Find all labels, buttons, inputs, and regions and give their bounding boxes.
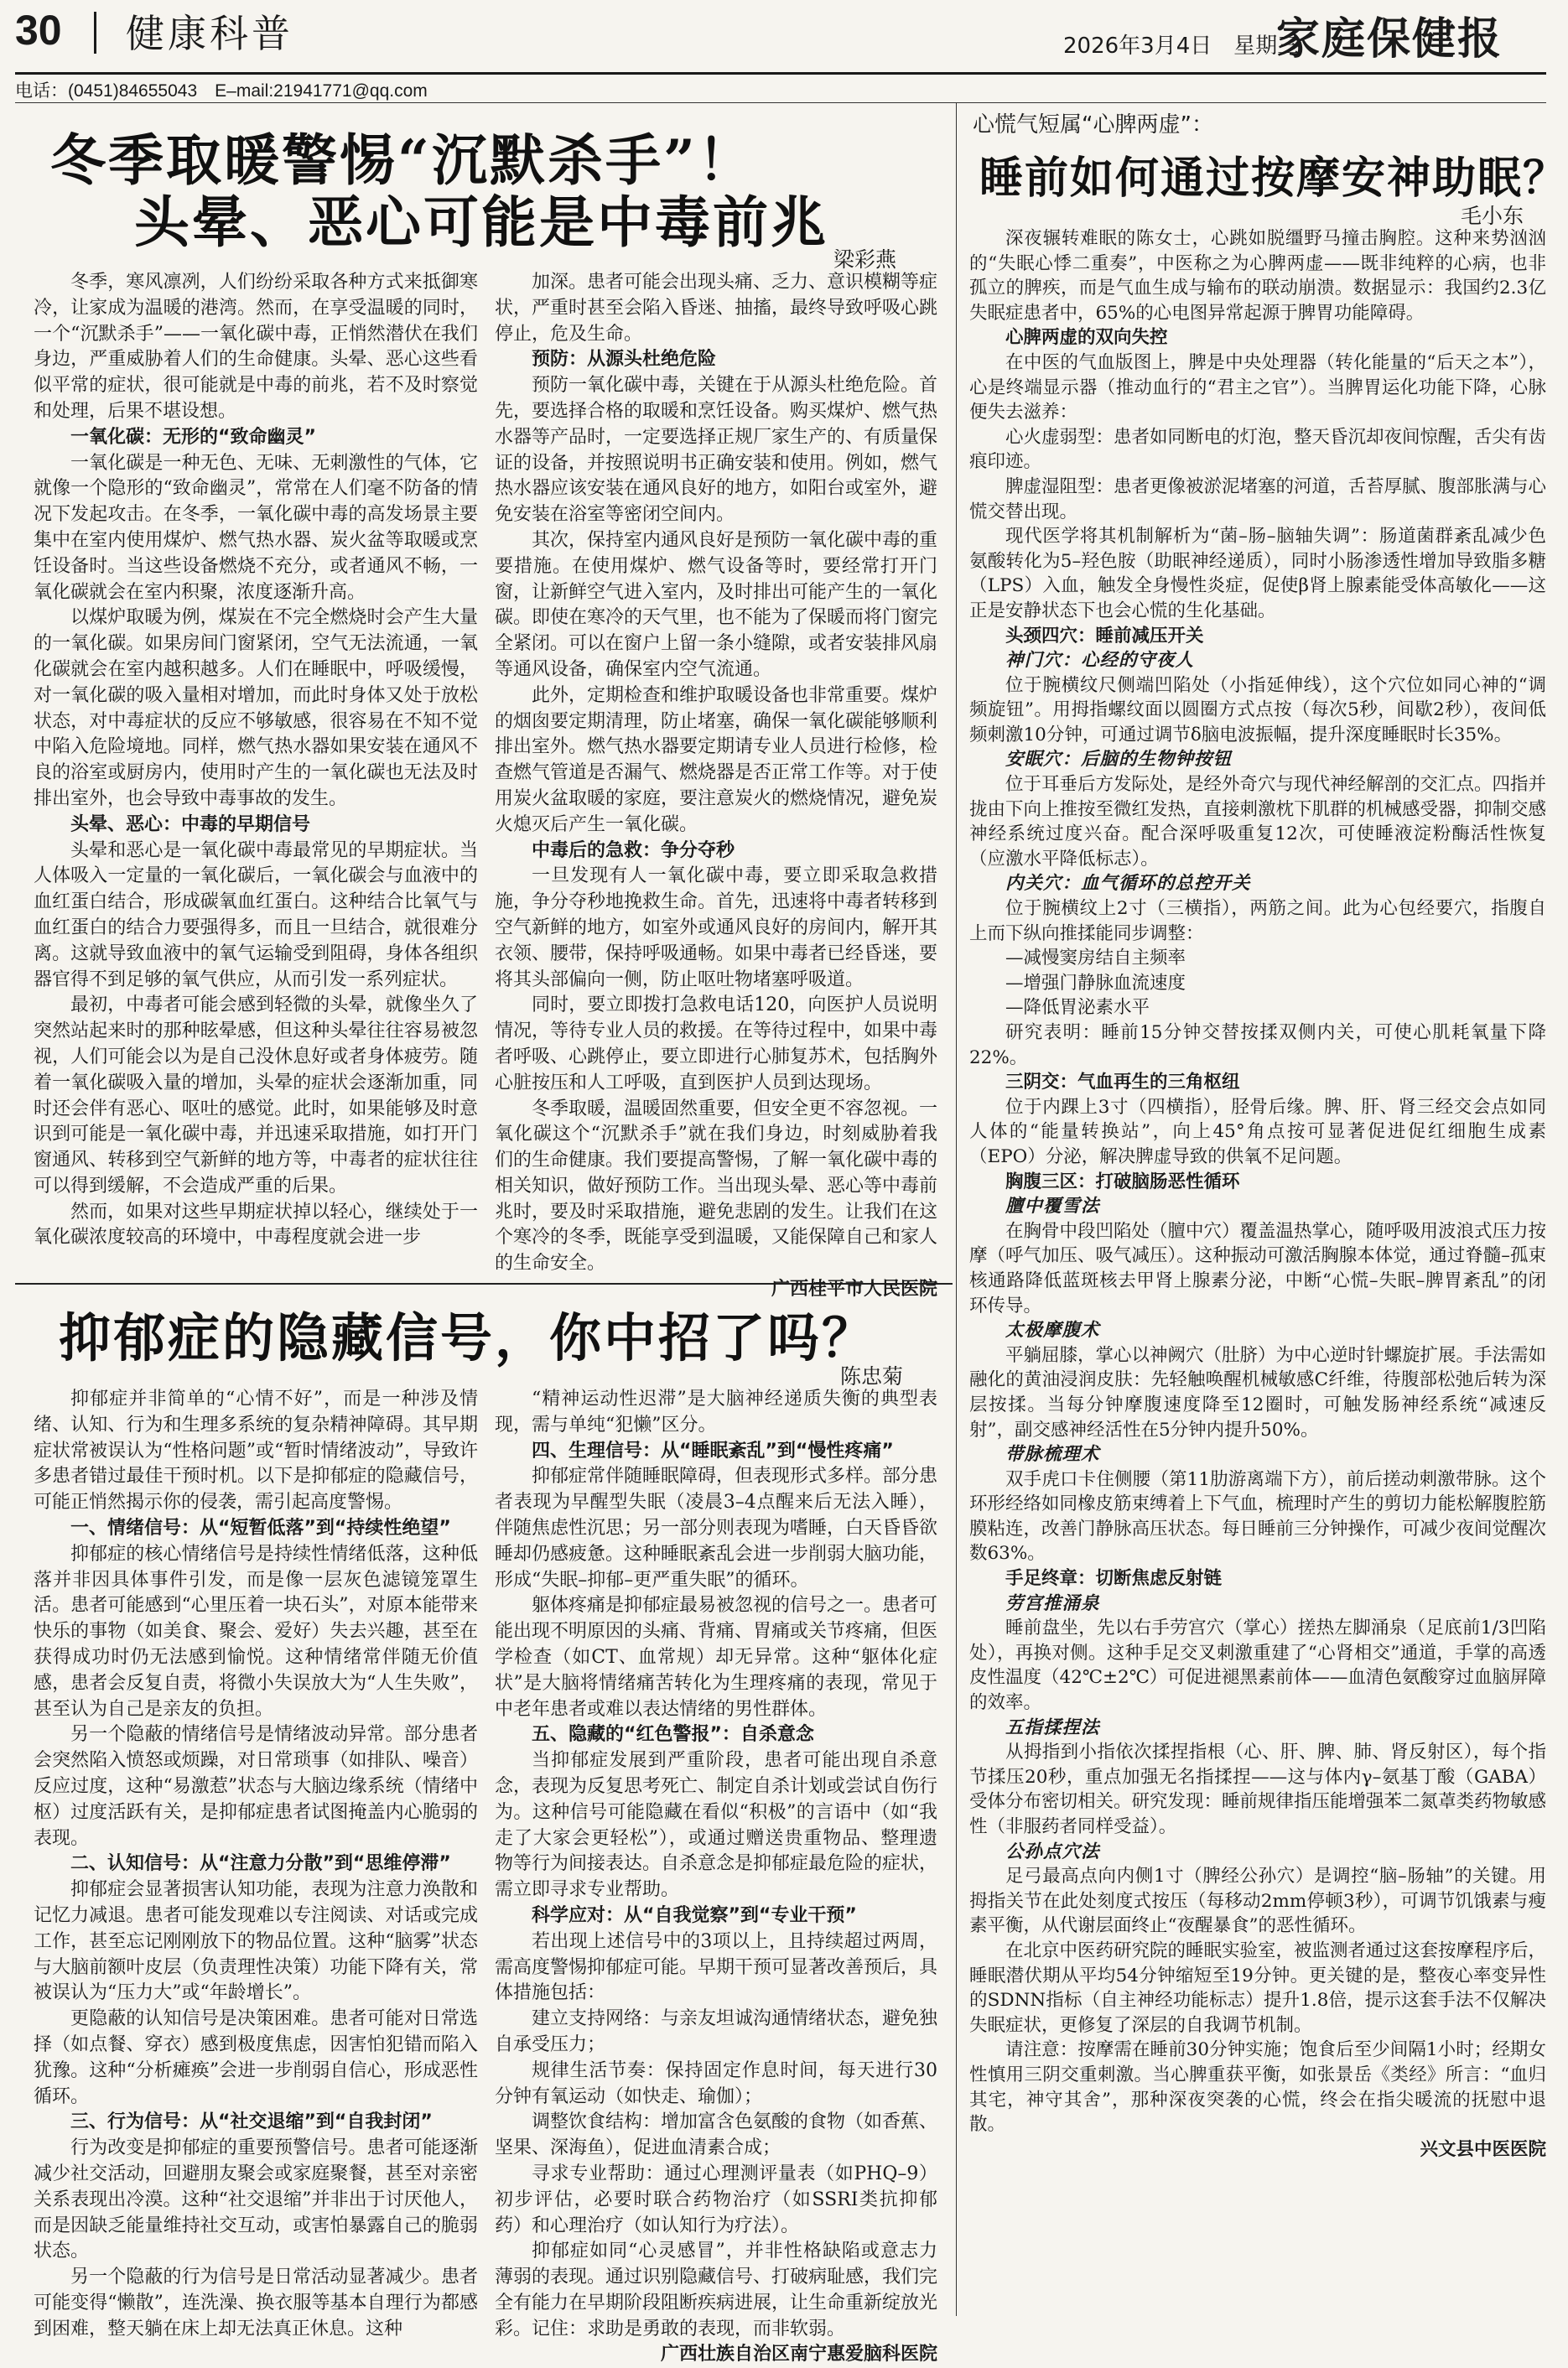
paragraph: 若出现上述信号中的3项以上，且持续超过两周，需高度警惕抑郁症可能。早期干预可显著改善预后，具体措施包括： (495, 1930, 938, 2004)
source-hospital: 广西壮族自治区南宁惠爱脑科医院 (660, 2344, 937, 2365)
paragraph: 然而，如果对这些早期症状掉以轻心，继续处于一氧化碳浓度较高的环境中，中毒程度就会进一步 (34, 1201, 478, 1249)
section-title: 健康科普 (126, 11, 293, 56)
article1-column-2 (495, 270, 938, 1301)
subheading: 心脾两虚的双向失控 (1005, 327, 1168, 349)
article3-author: 毛小东 (1461, 204, 1524, 228)
paragraph: “精神运动性迟滞”是大脑神经递质失衡的典型表现，需与单纯“犯懒”区分。 (495, 1389, 937, 1436)
paragraph: 从拇指到小指依次揉捏指根（心、肝、脾、肺、肾反射区），每个指节揉压20秒，重点加强无名指揉捏——这与体内γ–氨基丁酸（GABA）受体分布密切相关。研究发现：睡前规律指压能增强苯二氮䓬类药物敏感性（非服药者同样受益）。 (969, 1742, 1547, 1837)
article2-column-2 (495, 1387, 938, 2365)
paragraph: 抑郁症并非简单的“心情不好”，而是一种涉及情绪、认知、行为和生理多系统的复杂精神障碍。其早期症状常被误认为“性格问题”或“暂时情绪波动”，导致许多患者错过最佳干预时机。以下是抑郁症的隐藏信号，可能正悄然揭示你的侵袭，需引起高度警惕。 (34, 1389, 478, 1514)
paragraph: 在北京中医药研究院的睡眠实验室，被监测者通过这套按摩程序后，睡眠潜伏期从平均54分钟缩短至19分钟。更关键的是，整夜心率变异性的SDNN指标（自主神经功能标志）提升1.8倍，提示这套手法不仅解决失眠症状，更修复了深层的自我调节机制。 (969, 1940, 1547, 2036)
paragraph: 抑郁症如同“心灵感冒”，并非性格缺陷或意志力薄弱的表现。通过识别隐藏信号、打破病耻感，我们完全有能力在早期阶段阻断疾病进展，让生命重新绽放光彩。记住：求助是勇敢的表现，而非软弱。 (495, 2241, 938, 2339)
subheading: 三阴交：气血再生的三角枢纽 (1005, 1072, 1240, 1093)
subheading: 头晕、恶心：中毒的早期信号 (70, 813, 311, 835)
column-divider (956, 102, 957, 2316)
article2-column-1 (34, 1387, 478, 2339)
subheading: 五指揉捏法 (1005, 1716, 1100, 1738)
paragraph: 规律生活节奏：保持固定作息时间，每天进行30分钟有氧运动（如快走、瑜伽）； (495, 2059, 937, 2107)
paragraph: 另一个隐蔽的行为信号是日常活动显著减少。患者可能变得“懒散”，连洗澡、换衣服等基本自理行为都感到困难，整天躺在床上却无法真正休息。这种 (34, 2267, 478, 2339)
source-hospital: 兴文县中医医院 (1420, 2138, 1546, 2160)
paragraph: 现代医学将其机制解析为“菌–肠–脑轴失调”：肠道菌群紊乱减少色氨酸转化为5–羟色胺（助眠神经递质），同时小肠渗透性增加导致脂多糖（LPS）入血，触发全身慢性炎症，促使β肾上腺素能受体高敏化——这正是安静状态下也会心慌的生化基础。 (969, 526, 1546, 621)
paragraph: 寻求专业帮助：通过心理测评量表（如PHQ–9）初步评估，必要时联合药物治疗（如SSRI类抗抑郁药）和心理治疗（如认知行为疗法）。 (495, 2163, 937, 2236)
source-hospital: 广西桂平市人民医院 (771, 1279, 937, 1301)
top-rule (15, 102, 1546, 103)
paragraph: 一氧化碳是一种无色、无味、无刺激性的气体，它就像一个隐形的“致命幽灵”，常常在人们毫不防备的情况下发起攻击。在冬季，一氧化碳中毒的高发场景主要集中在室内使用煤炉、燃气热水器、炭火盆等取暖或烹饪设备时。当这些设备燃烧不充分，或者通风不畅，一氧化碳就会在室内积聚，浓度逐渐升高。 (34, 452, 478, 603)
paragraph: —减慢窦房结自主频率 (1005, 948, 1186, 969)
paragraph: 另一个隐蔽的情绪信号是情绪波动异常。部分患者会突然陷入愤怒或烦躁，对日常琐事（如排队、噪音）反应过度，这种“易激惹”状态与大脑边缘系统（情绪中枢）过度活跃有关，是抑郁症患者试图掩盖内心脆弱的表现。 (34, 1724, 478, 1849)
paragraph: 行为改变是抑郁症的重要预警信号。患者可能逐渐减少社交活动，回避朋友聚会或家庭聚餐，甚至对亲密关系表现出冷漠。这种“社交退缩”并非出于讨厌他人，而是因缺乏能量维持社交互动，或害怕暴露自己的脆弱状态。 (34, 2137, 478, 2262)
article3-body (969, 226, 1546, 2319)
subheading: 预防：从源头杜绝危险 (532, 349, 717, 371)
article1-title-line1: 冬季取暖警惕“沉默杀手”！ (50, 127, 755, 193)
article2-author: 陈忠菊 (840, 1364, 904, 1389)
page-number: 30 (15, 7, 62, 54)
paragraph: 加深。患者可能会出现头痛、乏力、意识模糊等症状，严重时甚至会陷入昏迷、抽搐，最终导致呼吸心跳停止，危及生命。 (495, 272, 938, 345)
paragraph: 预防一氧化碳中毒，关键在于从源头杜绝危险。首先，要选择合格的取暖和烹饪设备。购买煤炉、燃气热水器等产品时，一定要选择正规厂家生产的、有质量保证的设备，并按照说明书正确安装和使用。例如，燃气热水器应该安装在通风良好的地方，如阳台或室外，避免安装在浴室等密闭空间内。 (495, 375, 938, 526)
article3-kicker: 心慌气短属“心脾两虚”： (973, 112, 1213, 138)
subheading: 科学应对：从“自我觉察”到“专业干预” (532, 1904, 857, 1926)
paragraph: —增强门静脉血流速度 (1005, 972, 1186, 994)
article1-column-1 (34, 270, 478, 1276)
subheading: 膻中覆雪法 (1005, 1196, 1100, 1218)
paragraph: 位于耳垂后方发际处，是经外奇穴与现代神经解剖的交汇点。四指并拢由下向上推按至微红发热，直接刺激枕下肌群的机械感受器，抑制交感神经系统过度兴奋。配合深呼吸重复12次，可使睡液淀粉酶活性恢复（应激水平降低标志）。 (969, 774, 1547, 870)
paragraph: 位于内踝上3寸（四横指），胫骨后缘。脾、肝、肾三经交会点如同人体的“能量转换站”，向上45°角点按可显著促进促红细胞生成素（EPO）分泌，解决脾虚导致的供氧不足问题。 (969, 1096, 1546, 1167)
paragraph: 躯体疼痛是抑郁症最易被忽视的信号之一。患者可能出现不明原因的头痛、背痛、胃痛或关节疼痛，但医学检查（如CT、血常规）却无异常。这种“躯体化症状”是大脑将情绪痛苦转化为生理疼痛的表现，常见于中老年患者或难以表达情绪的男性群体。 (495, 1595, 938, 1720)
subheading: 中毒后的急救：争分夺秒 (532, 839, 735, 861)
paragraph: 位于腕横纹上2寸（三横指），两筋之间。此为心包经要穴，指腹自上而下纵向推揉能同步调整： (969, 898, 1546, 944)
contact-info: 电话：(0451)84655043 E–mail:21941771@qq.com (15, 81, 428, 101)
subheading: 四、生理信号：从“睡眠紊乱”到“慢性疼痛” (532, 1440, 894, 1462)
paragraph: 在胸骨中段凹陷处（膻中穴）覆盖温热掌心，随呼吸用波浪式压力按摩（呼气加压、吸气减压）。这种振动可激活胸腺本体觉，通过脊髓–孤束核通路降低蓝斑核去甲肾上腺素分泌，中断“心慌–失眠–脾胃紊乱”的闭环传导。 (969, 1220, 1547, 1316)
subheading: 公孙点穴法 (1005, 1841, 1100, 1862)
paragraph: 请注意：按摩需在睡前30分钟实施；饱食后至少间隔1小时；经期女性慎用三阴交重刺激。当心脾重获平衡，如张景岳《类经》所言：“血归其宅，神守其舍”，那种深夜突袭的心慌，终会在指尖暖流的抚慰中退散。 (969, 2039, 1546, 2136)
subheading: 内关穴：血气循环的总控开关 (1005, 873, 1251, 895)
subheading: 胸腹三区：打破脑肠恶性循环 (1005, 1171, 1240, 1192)
subheading: 劳宫推涌泉 (1005, 1592, 1100, 1614)
subheading: 带脉梳理术 (1005, 1444, 1100, 1466)
paragraph: 平躺屈膝，掌心以神阙穴（肚脐）为中心逆时针螺旋扩展。手法需如融化的黄油浸润皮肤：先轻触唤醒机械敏感C纤维，待腹部松弛后转为深层按揉。当每分钟摩腹速度降至12圈时，可触发肠神经系统“减速反射”，副交感神经活性在5分钟内提升50%。 (969, 1344, 1547, 1441)
paragraph: 建立支持网络：与亲友坦诚沟通情绪状态，避免独自承受压力； (495, 2008, 938, 2055)
paragraph: 足弓最高点向内侧1寸（脾经公孙穴）是调控“脑–肠轴”的关键。用拇指关节在此处刻度式按压（每移动2mm停顿3秒），可调节饥饿素与瘦素平衡，从代谢层面终止“夜醒暴食”的恶性循环。 (969, 1866, 1546, 1937)
paragraph: 一旦发现有人一氧化碳中毒，要立即采取急救措施，争分夺秒地挽救生命。首先，迅速将中毒者转移到空气新鲜的地方，如室外或通风良好的房间内，解开其衣领、腰带，保持呼吸通畅。如果中毒者已经昏迷，要将其头部偏向一侧，防止呕吐物堵塞呼吸道。 (495, 865, 938, 990)
paragraph: 心火虚弱型：患者如同断电的灯泡，整天昏沉却夜间惊醒，舌尖有齿痕印迹。 (969, 426, 1547, 473)
paragraph: 抑郁症会显著损害认知功能，表现为注意力涣散和记忆力减退。患者可能发现难以专注阅读、对话或完成工作，甚至忘记刚刚放下的物品位置。这种“脑雾”状态与大脑前额叶皮层（负责理性决策）功能下降有关，常被误认为“压力大”或“年龄增长”。 (34, 1879, 478, 2004)
subheading: 神门穴：心经的守夜人 (1005, 650, 1195, 672)
paragraph: 同时，要立即拨打急救电话120，向医护人员说明情况，等待专业人员的救援。在等待过程中，如果中毒者呼吸、心跳停止，要立即进行心肺复苏术，包括胸外心脏按压和人工呼吸，直到医护人员到达现场。 (495, 994, 938, 1093)
newspaper-name: 家庭保健报 (1276, 13, 1503, 65)
issue-date: 2026年3月4日 星期三 (1063, 34, 1300, 59)
paragraph: 在中医的气血版图上，脾是中央处理器（转化能量的“后天之本”），心是终端显示器（推动血行的“君主之官”）。当脾胃运化功能下降，心脉便失去滋养： (969, 351, 1546, 423)
paragraph: —降低胃泌素水平 (1005, 997, 1150, 1019)
subheading: 太极摩腹术 (1005, 1320, 1100, 1342)
article1-title-line2: 头晕、恶心可能是中毒前兆 (134, 190, 828, 255)
header-divider (94, 12, 96, 54)
paragraph: 脾虚湿阻型：患者更像被淤泥堵塞的河道，舌苔厚腻、腹部胀满与心慌交替出现。 (969, 475, 1547, 522)
paragraph: 以煤炉取暖为例，煤炭在不完全燃烧时会产生大量的一氧化碳。如果房间门窗紧闭，空气无法流通，一氧化碳就会在室内越积越多。人们在睡眠中，呼吸缓慢，对一氧化碳的吸入量相对增加，而此时身体又处于放松状态，对中毒症状的反应不够敏感，很容易在不知不觉中陷入危险境地。同样，燃气热水器如果安装在通风不良的浴室或厨房内，使用时产生的一氧化碳也无法及时排出室外，也会导致中毒事故的发生。 (34, 607, 478, 809)
subheading: 二、认知信号：从“注意力分散”到“思维停滞” (70, 1853, 451, 1875)
subheading: 五、隐藏的“红色警报”：自杀意念 (532, 1724, 814, 1746)
paragraph: 抑郁症常伴随睡眠障碍，但表现形式多样。部分患者表现为早醒型失眠（凌晨3–4点醒来后无法入睡），伴随焦虑性沉思；另一部分则表现为嗜睡，白天昏昏欲睡却仍感疲惫。这种睡眠紊乱会进一步削弱大脑功能，形成“失眠–抑郁–更严重失眠”的循环。 (495, 1466, 938, 1591)
paragraph: 更隐蔽的认知信号是决策困难。患者可能对日常选择（如点餐、穿衣）感到极度焦虑，因害怕犯错而陷入犹豫。这种“分析瘫痪”会进一步削弱自信心，形成恶性循环。 (34, 2008, 478, 2107)
paragraph: 位于腕横纹尺侧端凹陷处（小指延伸线），这个穴位如同心神的“调频旋钮”。用拇指螺纹面以圆圈方式点按（每次5秒，间歇2秒），夜间低频刺激10分钟，可通过调节δ脑电波振幅，提升深度睡眠时长35%。 (969, 674, 1546, 745)
subheading: 一、情绪信号：从“短暂低落”到“持续性绝望” (70, 1517, 451, 1539)
paragraph: 研究表明：睡前15分钟交替按揉双侧内关，可使心肌耗氧量下降22%。 (969, 1022, 1546, 1068)
article3-title: 睡前如何通过按摩安神助眠？ (979, 153, 1568, 204)
paragraph: 头晕和恶心是一氧化碳中毒最常见的早期症状。当人体吸入一定量的一氧化碳后，一氧化碳会与血液中的血红蛋白结合，形成碳氧血红蛋白。这种结合比氧气与血红蛋白的结合力要强得多，而且一旦结合，就很难分离。这就导致血液中的氧气运输受到阻碍，身体各组织器官得不到足够的氧气供应，从而引发一系列症状。 (34, 839, 478, 990)
subheading: 头颈四穴：睡前减压开关 (1005, 625, 1204, 647)
subheading: 手足终章：切断焦虑反射链 (1005, 1568, 1223, 1590)
paragraph: 冬季，寒风凛冽，人们纷纷采取各种方式来抵御寒冷，让家成为温暖的港湾。然而，在享受温暖的同时，一个“沉默杀手”——一氧化碳中毒，正悄然潜伏在我们身边，严重威胁着人们的生命健康。头晕、恶心这些看似平常的症状，很可能就是中毒的前兆，若不及时察觉和处理，后果不堪设想。 (34, 272, 478, 422)
paragraph: 睡前盘坐，先以右手劳宫穴（掌心）搓热左脚涌泉（足底前1/3凹陷处），再换对侧。这种手足交叉刺激重建了“心肾相交”通道，手掌的高透皮性温度（42℃±2℃）可促进褪黑素前体——血清色氨酸穿过血脑屏障的效率。 (969, 1618, 1546, 1714)
article2-title: 抑郁症的隐藏信号，你中招了吗？ (59, 1307, 877, 1368)
paragraph: 此外，定期检查和维护取暖设备也非常重要。煤炉的烟囱要定期清理，防止堵塞，确保一氧化碳能够顺利排出室外。燃气热水器要定期请专业人员进行检修，检查燃气管道是否漏气、燃烧器是否正常工作等。对于使用炭火盆取暖的家庭，要注意炭火的燃烧情况，避免炭火熄灭后产生一氧化碳。 (495, 684, 938, 835)
paragraph: 双手虎口卡住侧腰（第11肋游离端下方），前后搓动刺激带脉。这个环形经络如同橡皮筋束缚着上下气血，梳理时产生的剪切力能松解腹腔筋膜粘连，改善门静脉高压状态。每日睡前三分钟操作，可减少夜间觉醒次数63%。 (969, 1468, 1547, 1565)
paragraph: 抑郁症的核心情绪信号是持续性情绪低落，这种低落并非因具体事件引发，而是像一层灰色滤镜笼罩生活。患者可能感到“心里压着一块石头”，对原本能带来快乐的事物（如美食、聚会、爱好）失去兴趣，甚至在获得成功时仍无法感到愉悦。这种情绪常伴随无价值感，患者会反复自责，将微小失误放大为“人生失败”，甚至认为自己是亲友的负担。 (34, 1543, 478, 1720)
paragraph: 最初，中毒者可能会感到轻微的头晕，就像坐久了突然站起来时的那种眩晕感，但这种头晕往往容易被忽视，人们可能会以为是自己没休息好或者身体疲劳。随着一氧化碳吸入量的增加，头晕的症状会逐渐加重，同时还会伴有恶心、呕吐的感觉。此时，如果能够及时意识到可能是一氧化碳中毒，并迅速采取措施，如打开门窗通风、转移到空气新鲜的地方等，中毒者的症状往往可以得到缓解，不会造成严重的后果。 (34, 994, 478, 1197)
paragraph: 其次，保持室内通风良好是预防一氧化碳中毒的重要措施。在使用煤炉、燃气设备等时，要经常打开门窗，让新鲜空气进入室内，及时排出可能产生的一氧化碳。即使在寒冷的天气里，也不能为了保暖而将门窗完全紧闭。可以在窗户上留一条小缝隙，或者安装排风扇等通风设备，确保室内空气流通。 (495, 529, 938, 680)
paragraph: 调整饮食结构：增加富含色氨酸的食物（如香蕉、坚果、深海鱼），促进血清素合成； (495, 2111, 938, 2159)
paragraph: 当抑郁症发展到严重阶段，患者可能出现自杀意念，表现为反复思考死亡、制定自杀计划或尝试自伤行为。这种信号可能隐藏在看似“积极”的言语中（如“我走了大家会更轻松”），或通过赠送贵重物品、整理遗物等行为间接表达。自杀意念是抑郁症最危险的症状，需立即寻求专业帮助。 (495, 1750, 938, 1901)
paragraph: 冬季取暖，温暖固然重要，但安全更不容忽视。一氧化碳这个“沉默杀手”就在我们身边，时刻威胁着我们的生命健康。我们要提高警惕，了解一氧化碳中毒的相关知识，做好预防工作。当出现头晕、恶心等中毒前兆时，要及时采取措施，避免悲剧的发生。让我们在这个寒冷的冬季，既能享受到温暖，又能保障自己和家人的生命安全。 (495, 1098, 938, 1275)
subheading: 一氧化碳：无形的“致命幽灵” (70, 426, 316, 448)
paragraph: 深夜辗转难眠的陈女士，心跳如脱缰野马撞击胸腔。这种来势汹汹的“失眠心悸二重奏”，中医称之为心脾两虚——既非纯粹的心病，也非孤立的脾疾，而是气血生成与输布的联动崩溃。数据显示：我国约2.3亿失眠症患者中，65%的心电图异常起源于脾胃功能障碍。 (969, 228, 1546, 324)
article1-author: 梁彩燕 (833, 247, 897, 272)
subheading: 安眠穴：后脑的生物钟按钮 (1005, 749, 1233, 771)
subheading: 三、行为信号：从“社交退缩”到“自我封闭” (70, 2111, 433, 2133)
header-rule (15, 72, 1546, 75)
